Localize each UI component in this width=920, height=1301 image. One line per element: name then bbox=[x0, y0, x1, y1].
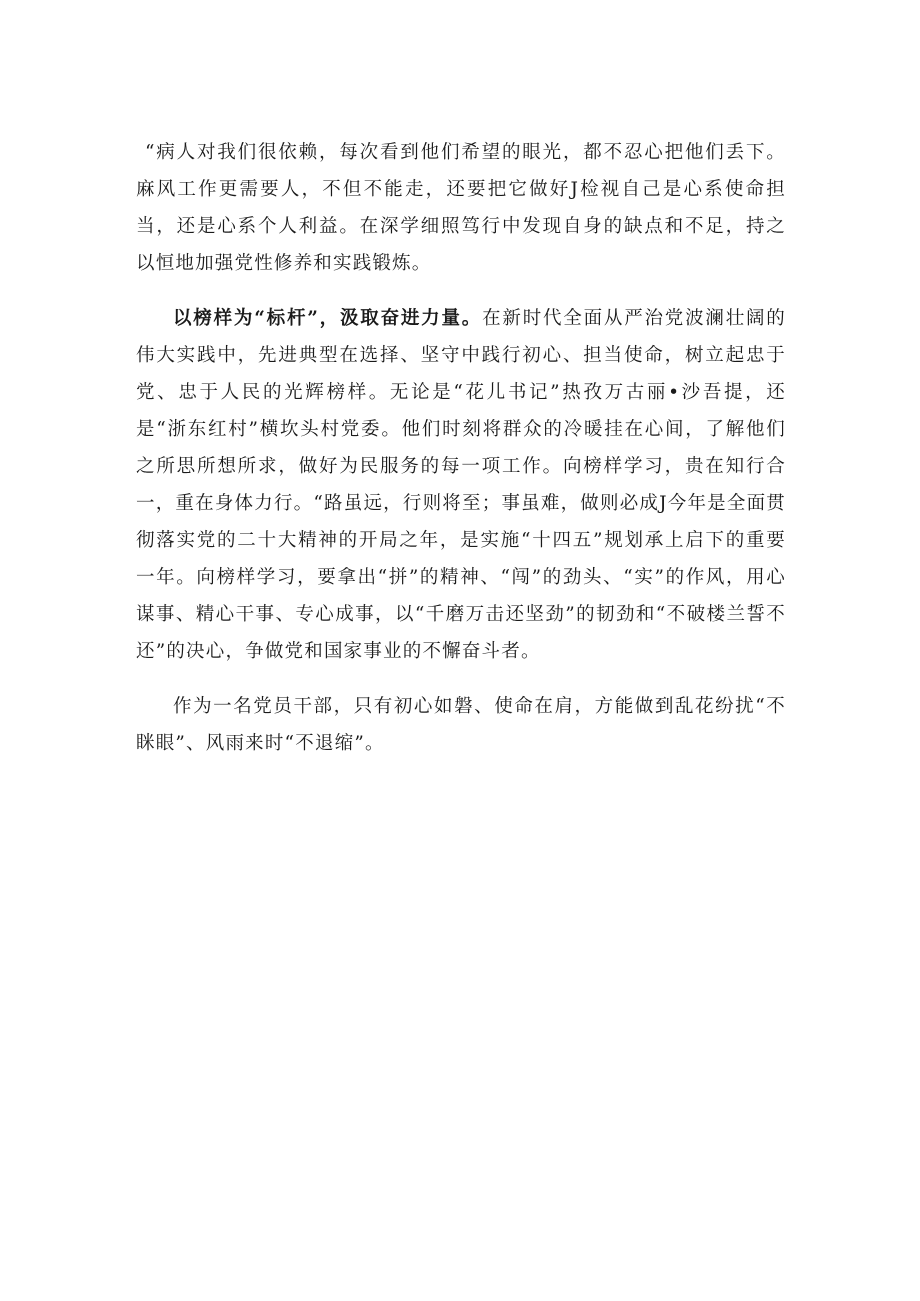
paragraph-1-text: “病人对我们很依赖，每次看到他们希望的眼光，都不忍心把他们丢下。麻风工作更需要人，不但不能走，还要把它做好J检视自己是心系使命担当，还是心系个人利益。在深学细照笃行中发现自身的缺点和不足，持之以恒地加强党性修养和实践锻炼。 bbox=[136, 142, 786, 274]
paragraph-2-text: 在新时代全面从严治党波澜壮阔的伟大实践中，先进典型在选择、坚守中践行初心、担当使命，树立起忠于党、忠于人民的光辉榜样。无论是“花儿书记”热孜万古丽•沙吾提，还是“浙东红村”横坎头村党委。他们时刻将群众的冷暖挂在心间，了解他们之所思所想所求，做好为民服务的每一项工作。向榜样学习，贵在知行合一，重在身体力行。“路虽远，行则将至；事虽难，做则必成J今年是全面贯彻落实党的二十大精神的开局之年，是实施“十四五”规划承上启下的重要一年。向榜样学习，要拿出“拼”的精神、“闯”的劲头、“实”的作风，用心谋事、精心干事、专心成事，以“千磨万击还坚劲”的韧劲和“不破楼兰誓不还”的决心，争做党和国家事业的不懈奋斗者。 bbox=[136, 308, 786, 662]
document-body bbox=[136, 134, 786, 780]
paragraph-3-text: 作为一名党员干部，只有初心如磐、使命在肩，方能做到乱花纷扰“不眯眼”、风雨来时“不退缩”。 bbox=[136, 696, 786, 754]
paragraph-2 bbox=[136, 300, 786, 670]
paragraph-1 bbox=[136, 134, 786, 282]
paragraph-3 bbox=[136, 688, 786, 762]
paragraph-2-lead: 以榜样为“标杆”，汲取奋进力量。 bbox=[173, 308, 483, 329]
